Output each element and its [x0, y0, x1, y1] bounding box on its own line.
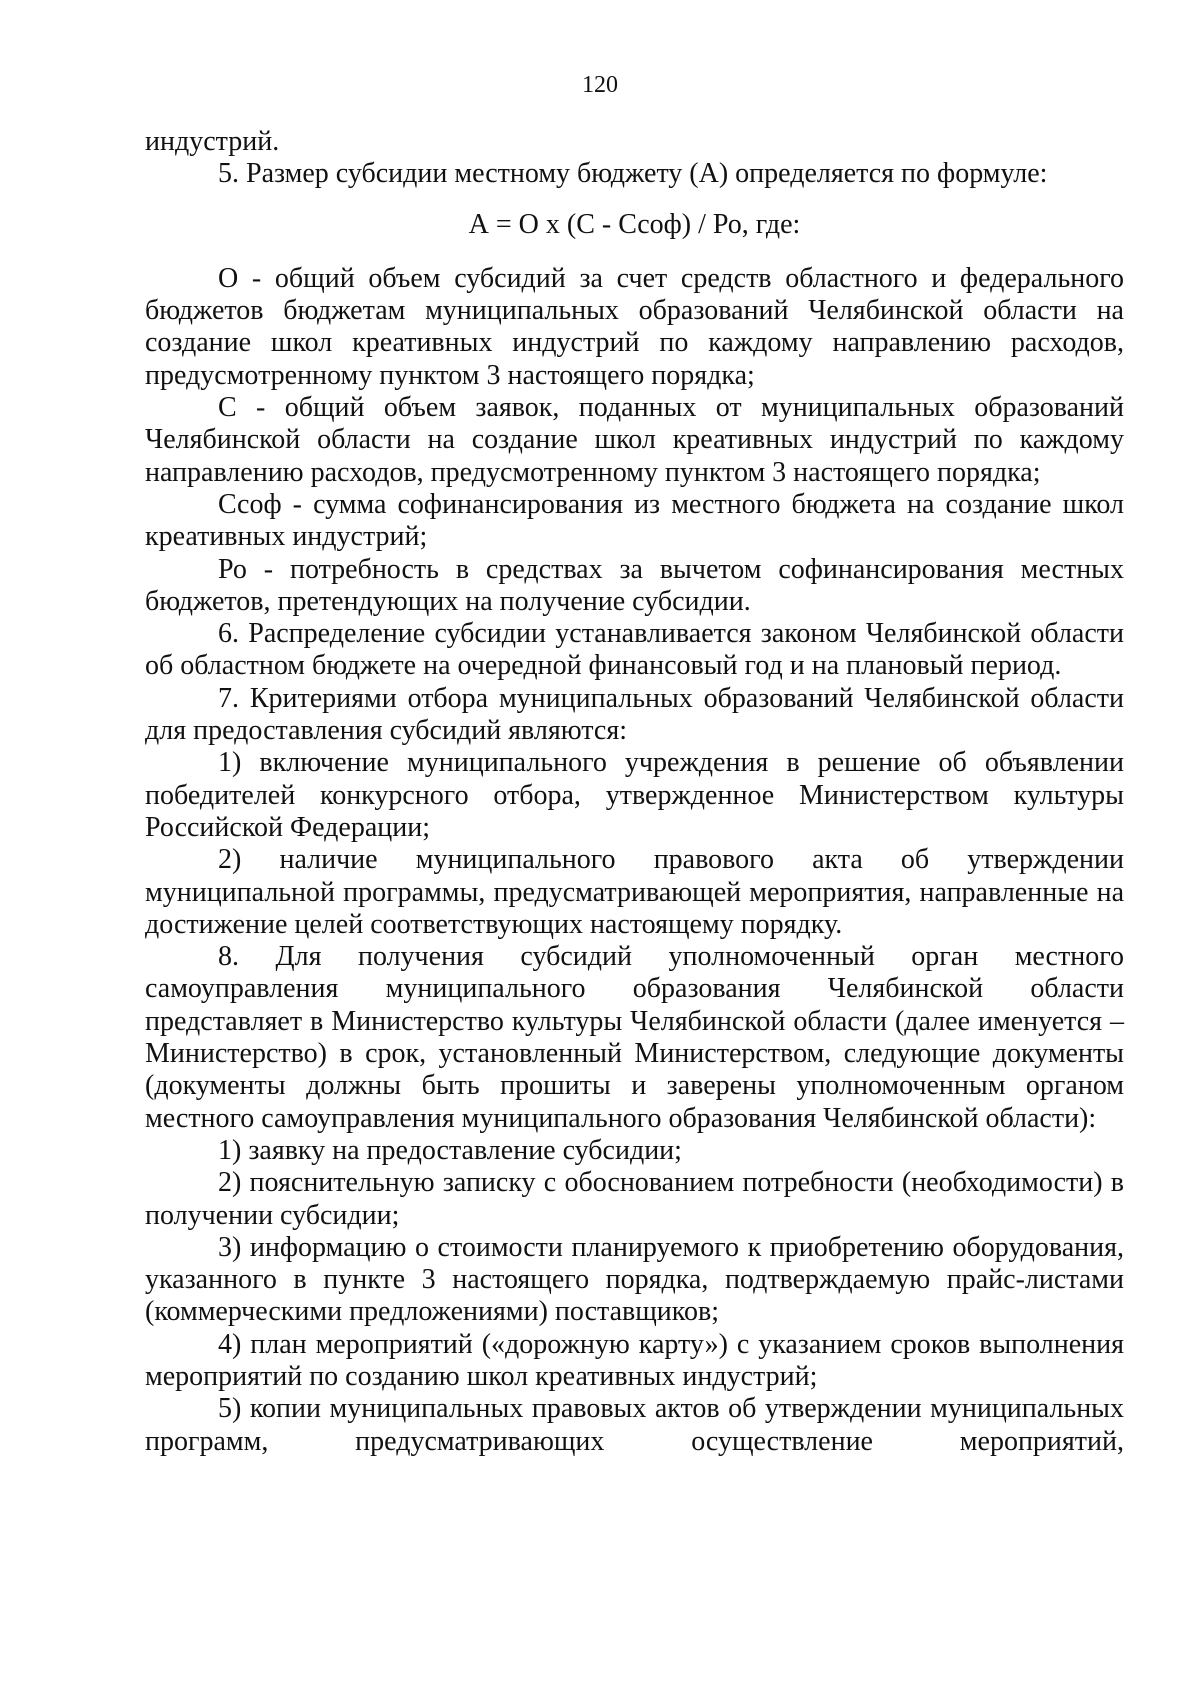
document-list-item-1: 1) заявку на предоставление субсидии; — [218, 1134, 682, 1166]
paragraph-item-7: 7. Критериями отбора муниципальных образований Челябинской области для предоставления субсидий являются: — [145, 682, 1124, 747]
document-list-item-3: 3) информацию о стоимости планируемого к приобретению оборудования, указанного в пункте 3 настоящего порядка, подтверждаемую прайс-листами (коммерческими предложениями) поставщиков; — [145, 1231, 1124, 1328]
paragraph-item-8: 8. Для получения субсидий уполномоченный орган местного самоуправления муниципального образования Челябинской области представляет в Министерство культуры Челябинской области (далее именуется – Министерство) в срок, установленный Министерством, следующие документы (документы должны быть прошиты и заверены уполномоченным органом местного самоуправления муниципального образования Челябинской области): — [145, 941, 1124, 1134]
definition-o: О - общий объем субсидий за счет средств областного и федерального бюджетов бюджетам муниципальных образований Челябинской области на создание школ креативных индустрий по каждому направлению расходов, предусмотренному пунктом 3 настоящего порядка; — [145, 262, 1124, 391]
document-list-item-4: 4) план мероприятий («дорожную карту») с указанием сроков выполнения мероприятий по созданию школ креативных индустрий; — [145, 1328, 1124, 1392]
definition-ro: Ро - потребность в средствах за вычетом софинансирования местных бюджетов, претендующих на получение субсидии. — [145, 553, 1124, 617]
criteria-item-1: 1) включение муниципального учреждения в решение об объявлении победителей конкурсного отбора, утвержденное Министерством культуры Российской Федерации; — [145, 747, 1124, 843]
paragraph-item-6: 6. Распределение субсидии устанавливается законом Челябинской области об областном бюджете на очередной финансовый год и на плановый период. — [145, 618, 1124, 682]
document-list-item-5: 5) копии муниципальных правовых актов об утверждении муниципальных программ, предусматривающих осуществление мероприятий, — [145, 1393, 1124, 1457]
definition-csof: Ссоф - сумма софинансирования из местного бюджета на создание школ креативных индустрий; — [145, 488, 1124, 553]
page-number: 120 — [582, 72, 618, 98]
criteria-item-2: 2) наличие муниципального правового акта об утверждении муниципальной программы, предусматривающей мероприятия, направленные на достижение целей соответствующих настоящему порядку. — [145, 844, 1124, 940]
document-list-item-2: 2) пояснительную записку с обоснованием потребности (необходимости) в получении субсидии; — [145, 1167, 1124, 1231]
definition-c: С - общий объем заявок, поданных от муниципальных образований Челябинской области на создание школ креативных индустрий по каждому направлению расходов, предусмотренному пунктом 3 настоящего порядка; — [145, 392, 1124, 488]
paragraph-continuation: индустрий. — [145, 126, 280, 157]
document-body — [145, 126, 1124, 1458]
subsidy-formula: А = О х (С - Ссоф) / Ро, где: — [468, 208, 801, 240]
paragraph-item-5: 5. Размер субсидии местному бюджету (А) определяется по формуле: — [218, 158, 1048, 190]
